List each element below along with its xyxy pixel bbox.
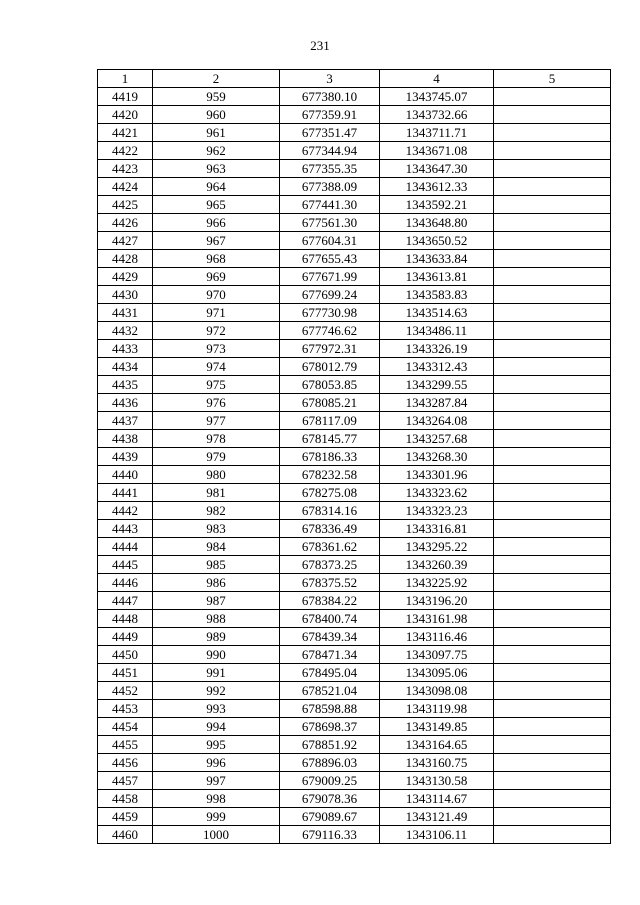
table-cell xyxy=(494,790,611,808)
table-cell: 4453 xyxy=(98,700,153,718)
table-cell xyxy=(494,700,611,718)
table-row xyxy=(98,646,611,664)
column-header: 4 xyxy=(380,70,494,88)
table-row xyxy=(98,286,611,304)
coordinates-table xyxy=(97,69,611,844)
table-cell: 1343160.75 xyxy=(380,754,494,772)
table-cell: 4445 xyxy=(98,556,153,574)
table-cell: 961 xyxy=(153,124,280,142)
table-cell: 1343671.08 xyxy=(380,142,494,160)
table-row xyxy=(98,304,611,322)
table-cell: 989 xyxy=(153,628,280,646)
table-row xyxy=(98,538,611,556)
table-cell: 1343732.66 xyxy=(380,106,494,124)
table-row xyxy=(98,466,611,484)
table-row xyxy=(98,484,611,502)
table-cell: 1343583.83 xyxy=(380,286,494,304)
table-cell: 1343711.71 xyxy=(380,124,494,142)
table-cell: 1343312.43 xyxy=(380,358,494,376)
table-cell xyxy=(494,232,611,250)
table-row xyxy=(98,736,611,754)
table-cell: 995 xyxy=(153,736,280,754)
table-cell: 1343114.67 xyxy=(380,790,494,808)
table-cell: 4459 xyxy=(98,808,153,826)
table-cell: 1343323.23 xyxy=(380,502,494,520)
table-cell: 4420 xyxy=(98,106,153,124)
table-cell: 1343095.06 xyxy=(380,664,494,682)
table-cell: 1343287.84 xyxy=(380,394,494,412)
table-cell xyxy=(494,178,611,196)
table-cell: 678896.03 xyxy=(280,754,380,772)
table-cell: 4435 xyxy=(98,376,153,394)
table-cell: 4433 xyxy=(98,340,153,358)
table-cell: 678361.62 xyxy=(280,538,380,556)
table-cell: 997 xyxy=(153,772,280,790)
table-cell xyxy=(494,736,611,754)
table-cell: 678521.04 xyxy=(280,682,380,700)
table-cell: 678085.21 xyxy=(280,394,380,412)
table-cell xyxy=(494,196,611,214)
table-cell xyxy=(494,412,611,430)
table-row xyxy=(98,790,611,808)
table-cell: 4448 xyxy=(98,610,153,628)
table-row xyxy=(98,322,611,340)
table-cell: 959 xyxy=(153,88,280,106)
table-cell: 960 xyxy=(153,106,280,124)
table-cell: 1343486.11 xyxy=(380,322,494,340)
table-cell xyxy=(494,376,611,394)
table-cell: 678275.08 xyxy=(280,484,380,502)
table-cell: 965 xyxy=(153,196,280,214)
table-cell: 677388.09 xyxy=(280,178,380,196)
table-cell xyxy=(494,160,611,178)
page-number: 231 xyxy=(310,38,330,53)
table-cell: 1343097.75 xyxy=(380,646,494,664)
table-cell: 679009.25 xyxy=(280,772,380,790)
table-cell: 677655.43 xyxy=(280,250,380,268)
table-cell: 678375.52 xyxy=(280,574,380,592)
table-cell: 992 xyxy=(153,682,280,700)
table-cell: 4458 xyxy=(98,790,153,808)
table-cell: 678117.09 xyxy=(280,412,380,430)
table-cell: 677972.31 xyxy=(280,340,380,358)
table-cell xyxy=(494,574,611,592)
table-row xyxy=(98,610,611,628)
table-row xyxy=(98,754,611,772)
table-cell: 679078.36 xyxy=(280,790,380,808)
table-row xyxy=(98,178,611,196)
table-header xyxy=(98,70,611,88)
table-cell xyxy=(494,358,611,376)
table-cell: 985 xyxy=(153,556,280,574)
table-cell: 4447 xyxy=(98,592,153,610)
table-row xyxy=(98,250,611,268)
table-cell: 1343648.80 xyxy=(380,214,494,232)
table-cell: 974 xyxy=(153,358,280,376)
table-cell: 678053.85 xyxy=(280,376,380,394)
table-cell xyxy=(494,340,611,358)
table-cell: 1343119.98 xyxy=(380,700,494,718)
table-row xyxy=(98,628,611,646)
table-cell: 999 xyxy=(153,808,280,826)
table-cell xyxy=(494,664,611,682)
table-cell: 976 xyxy=(153,394,280,412)
table-cell xyxy=(494,394,611,412)
column-header: 1 xyxy=(98,70,153,88)
table-cell: 677380.10 xyxy=(280,88,380,106)
table-cell: 4426 xyxy=(98,214,153,232)
table-cell: 1343295.22 xyxy=(380,538,494,556)
table-cell xyxy=(494,754,611,772)
table-cell: 4422 xyxy=(98,142,153,160)
column-header: 2 xyxy=(153,70,280,88)
table-cell: 1343106.11 xyxy=(380,826,494,844)
table-cell xyxy=(494,268,611,286)
table-cell: 979 xyxy=(153,448,280,466)
table-cell: 1343613.81 xyxy=(380,268,494,286)
table-cell: 966 xyxy=(153,214,280,232)
table-row xyxy=(98,142,611,160)
table-cell: 4441 xyxy=(98,484,153,502)
table-cell: 1343612.33 xyxy=(380,178,494,196)
table-cell: 678336.49 xyxy=(280,520,380,538)
column-header: 5 xyxy=(494,70,611,88)
table-cell xyxy=(494,466,611,484)
table-cell: 677344.94 xyxy=(280,142,380,160)
table-row xyxy=(98,574,611,592)
table-cell: 678373.25 xyxy=(280,556,380,574)
table-row xyxy=(98,448,611,466)
table-cell xyxy=(494,718,611,736)
table-cell: 677441.30 xyxy=(280,196,380,214)
table-cell: 1343299.55 xyxy=(380,376,494,394)
table-row xyxy=(98,412,611,430)
table-cell: 996 xyxy=(153,754,280,772)
table-cell: 1343592.21 xyxy=(380,196,494,214)
header-row xyxy=(98,70,611,88)
table-row xyxy=(98,358,611,376)
table-cell: 964 xyxy=(153,178,280,196)
table-row xyxy=(98,214,611,232)
table-cell: 972 xyxy=(153,322,280,340)
table-cell: 991 xyxy=(153,664,280,682)
table-cell: 1343121.49 xyxy=(380,808,494,826)
table-cell: 4436 xyxy=(98,394,153,412)
table-cell: 4451 xyxy=(98,664,153,682)
table-row xyxy=(98,682,611,700)
table-cell: 1343116.46 xyxy=(380,628,494,646)
table-cell: 4455 xyxy=(98,736,153,754)
table-cell: 678851.92 xyxy=(280,736,380,754)
table-cell: 967 xyxy=(153,232,280,250)
table-cell: 1343633.84 xyxy=(380,250,494,268)
table-row xyxy=(98,556,611,574)
table-cell: 677671.99 xyxy=(280,268,380,286)
table-cell: 973 xyxy=(153,340,280,358)
table-cell: 4419 xyxy=(98,88,153,106)
table-cell xyxy=(494,682,611,700)
table-row xyxy=(98,520,611,538)
table-cell xyxy=(494,430,611,448)
table-cell: 1343647.30 xyxy=(380,160,494,178)
table-cell: 1343225.92 xyxy=(380,574,494,592)
table-cell: 1343260.39 xyxy=(380,556,494,574)
table-row xyxy=(98,160,611,178)
table-cell: 677746.62 xyxy=(280,322,380,340)
table-row xyxy=(98,700,611,718)
table-cell: 4457 xyxy=(98,772,153,790)
table-cell: 1343745.07 xyxy=(380,88,494,106)
table-cell: 4454 xyxy=(98,718,153,736)
table-cell: 4424 xyxy=(98,178,153,196)
table-cell: 980 xyxy=(153,466,280,484)
table-cell: 977 xyxy=(153,412,280,430)
table-cell: 679089.67 xyxy=(280,808,380,826)
table-cell: 1343301.96 xyxy=(380,466,494,484)
table-cell: 4460 xyxy=(98,826,153,844)
table-cell: 986 xyxy=(153,574,280,592)
table-row xyxy=(98,232,611,250)
column-header: 3 xyxy=(280,70,380,88)
table-cell: 4429 xyxy=(98,268,153,286)
table-cell: 678495.04 xyxy=(280,664,380,682)
table-cell: 988 xyxy=(153,610,280,628)
table-cell xyxy=(494,502,611,520)
table-row xyxy=(98,196,611,214)
table-cell: 998 xyxy=(153,790,280,808)
table-cell: 4440 xyxy=(98,466,153,484)
table-cell: 677730.98 xyxy=(280,304,380,322)
table-cell xyxy=(494,322,611,340)
table-row xyxy=(98,376,611,394)
table-cell: 962 xyxy=(153,142,280,160)
table-row xyxy=(98,124,611,142)
table-cell: 678232.58 xyxy=(280,466,380,484)
table-cell: 678186.33 xyxy=(280,448,380,466)
table-cell: 1343514.63 xyxy=(380,304,494,322)
table-cell: 678439.34 xyxy=(280,628,380,646)
table-cell xyxy=(494,808,611,826)
table-cell: 4449 xyxy=(98,628,153,646)
table-cell: 678471.34 xyxy=(280,646,380,664)
table-cell: 1343264.08 xyxy=(380,412,494,430)
table-cell: 993 xyxy=(153,700,280,718)
table-cell: 1343650.52 xyxy=(380,232,494,250)
table-cell: 4446 xyxy=(98,574,153,592)
table-row xyxy=(98,394,611,412)
table-cell: 677561.30 xyxy=(280,214,380,232)
table-cell xyxy=(494,646,611,664)
table-cell xyxy=(494,628,611,646)
table-cell: 1343130.58 xyxy=(380,772,494,790)
table-cell: 990 xyxy=(153,646,280,664)
table-cell: 963 xyxy=(153,160,280,178)
table-row xyxy=(98,502,611,520)
table-cell xyxy=(494,88,611,106)
table-cell: 968 xyxy=(153,250,280,268)
table-row xyxy=(98,718,611,736)
table-cell: 678400.74 xyxy=(280,610,380,628)
table-cell: 982 xyxy=(153,502,280,520)
table-cell: 677359.91 xyxy=(280,106,380,124)
table-cell: 1000 xyxy=(153,826,280,844)
table-cell xyxy=(494,448,611,466)
table-cell xyxy=(494,592,611,610)
table-cell: 1343316.81 xyxy=(380,520,494,538)
table-cell: 677604.31 xyxy=(280,232,380,250)
table-cell xyxy=(494,124,611,142)
table-cell: 678384.22 xyxy=(280,592,380,610)
table-cell: 1343323.62 xyxy=(380,484,494,502)
table-cell: 969 xyxy=(153,268,280,286)
table-row xyxy=(98,826,611,844)
table-cell: 678145.77 xyxy=(280,430,380,448)
table-cell: 4444 xyxy=(98,538,153,556)
table-cell: 1343098.08 xyxy=(380,682,494,700)
table-cell xyxy=(494,214,611,232)
table-cell: 983 xyxy=(153,520,280,538)
table-cell: 984 xyxy=(153,538,280,556)
table-cell: 994 xyxy=(153,718,280,736)
table-cell: 4456 xyxy=(98,754,153,772)
table-cell: 4423 xyxy=(98,160,153,178)
table-cell: 4443 xyxy=(98,520,153,538)
table-cell: 4452 xyxy=(98,682,153,700)
table-cell: 678012.79 xyxy=(280,358,380,376)
table-cell: 678314.16 xyxy=(280,502,380,520)
table-cell: 4431 xyxy=(98,304,153,322)
table-cell: 4421 xyxy=(98,124,153,142)
table-cell xyxy=(494,484,611,502)
table-cell xyxy=(494,556,611,574)
table-cell: 987 xyxy=(153,592,280,610)
table-cell xyxy=(494,250,611,268)
table-cell: 678598.88 xyxy=(280,700,380,718)
table-cell: 4432 xyxy=(98,322,153,340)
table-cell: 1343268.30 xyxy=(380,448,494,466)
table-cell: 978 xyxy=(153,430,280,448)
table-cell: 4442 xyxy=(98,502,153,520)
table-body xyxy=(98,88,611,844)
table-cell: 971 xyxy=(153,304,280,322)
table-row xyxy=(98,106,611,124)
table-cell: 1343326.19 xyxy=(380,340,494,358)
table-cell xyxy=(494,304,611,322)
table-row xyxy=(98,268,611,286)
table-cell: 4425 xyxy=(98,196,153,214)
table-cell: 1343196.20 xyxy=(380,592,494,610)
table-cell xyxy=(494,826,611,844)
table-cell: 1343161.98 xyxy=(380,610,494,628)
table-row xyxy=(98,88,611,106)
table-cell: 4438 xyxy=(98,430,153,448)
table-cell: 678698.37 xyxy=(280,718,380,736)
table-cell xyxy=(494,286,611,304)
table-row xyxy=(98,592,611,610)
table-cell: 4439 xyxy=(98,448,153,466)
table-cell: 1343149.85 xyxy=(380,718,494,736)
table-row xyxy=(98,808,611,826)
table-cell xyxy=(494,106,611,124)
table-cell: 970 xyxy=(153,286,280,304)
table-cell xyxy=(494,772,611,790)
table-cell: 4428 xyxy=(98,250,153,268)
table-cell: 975 xyxy=(153,376,280,394)
table-row xyxy=(98,430,611,448)
table-cell: 1343257.68 xyxy=(380,430,494,448)
table-cell: 981 xyxy=(153,484,280,502)
table-cell: 4434 xyxy=(98,358,153,376)
table-cell xyxy=(494,142,611,160)
table-cell: 677355.35 xyxy=(280,160,380,178)
table-cell: 679116.33 xyxy=(280,826,380,844)
table-cell: 677351.47 xyxy=(280,124,380,142)
table-row xyxy=(98,664,611,682)
table-cell: 677699.24 xyxy=(280,286,380,304)
table-row xyxy=(98,772,611,790)
table-cell: 4430 xyxy=(98,286,153,304)
table-cell: 1343164.65 xyxy=(380,736,494,754)
table-cell: 4427 xyxy=(98,232,153,250)
table-cell xyxy=(494,538,611,556)
table-cell: 4450 xyxy=(98,646,153,664)
table-row xyxy=(98,340,611,358)
table-cell xyxy=(494,610,611,628)
table-cell: 4437 xyxy=(98,412,153,430)
table-cell xyxy=(494,520,611,538)
